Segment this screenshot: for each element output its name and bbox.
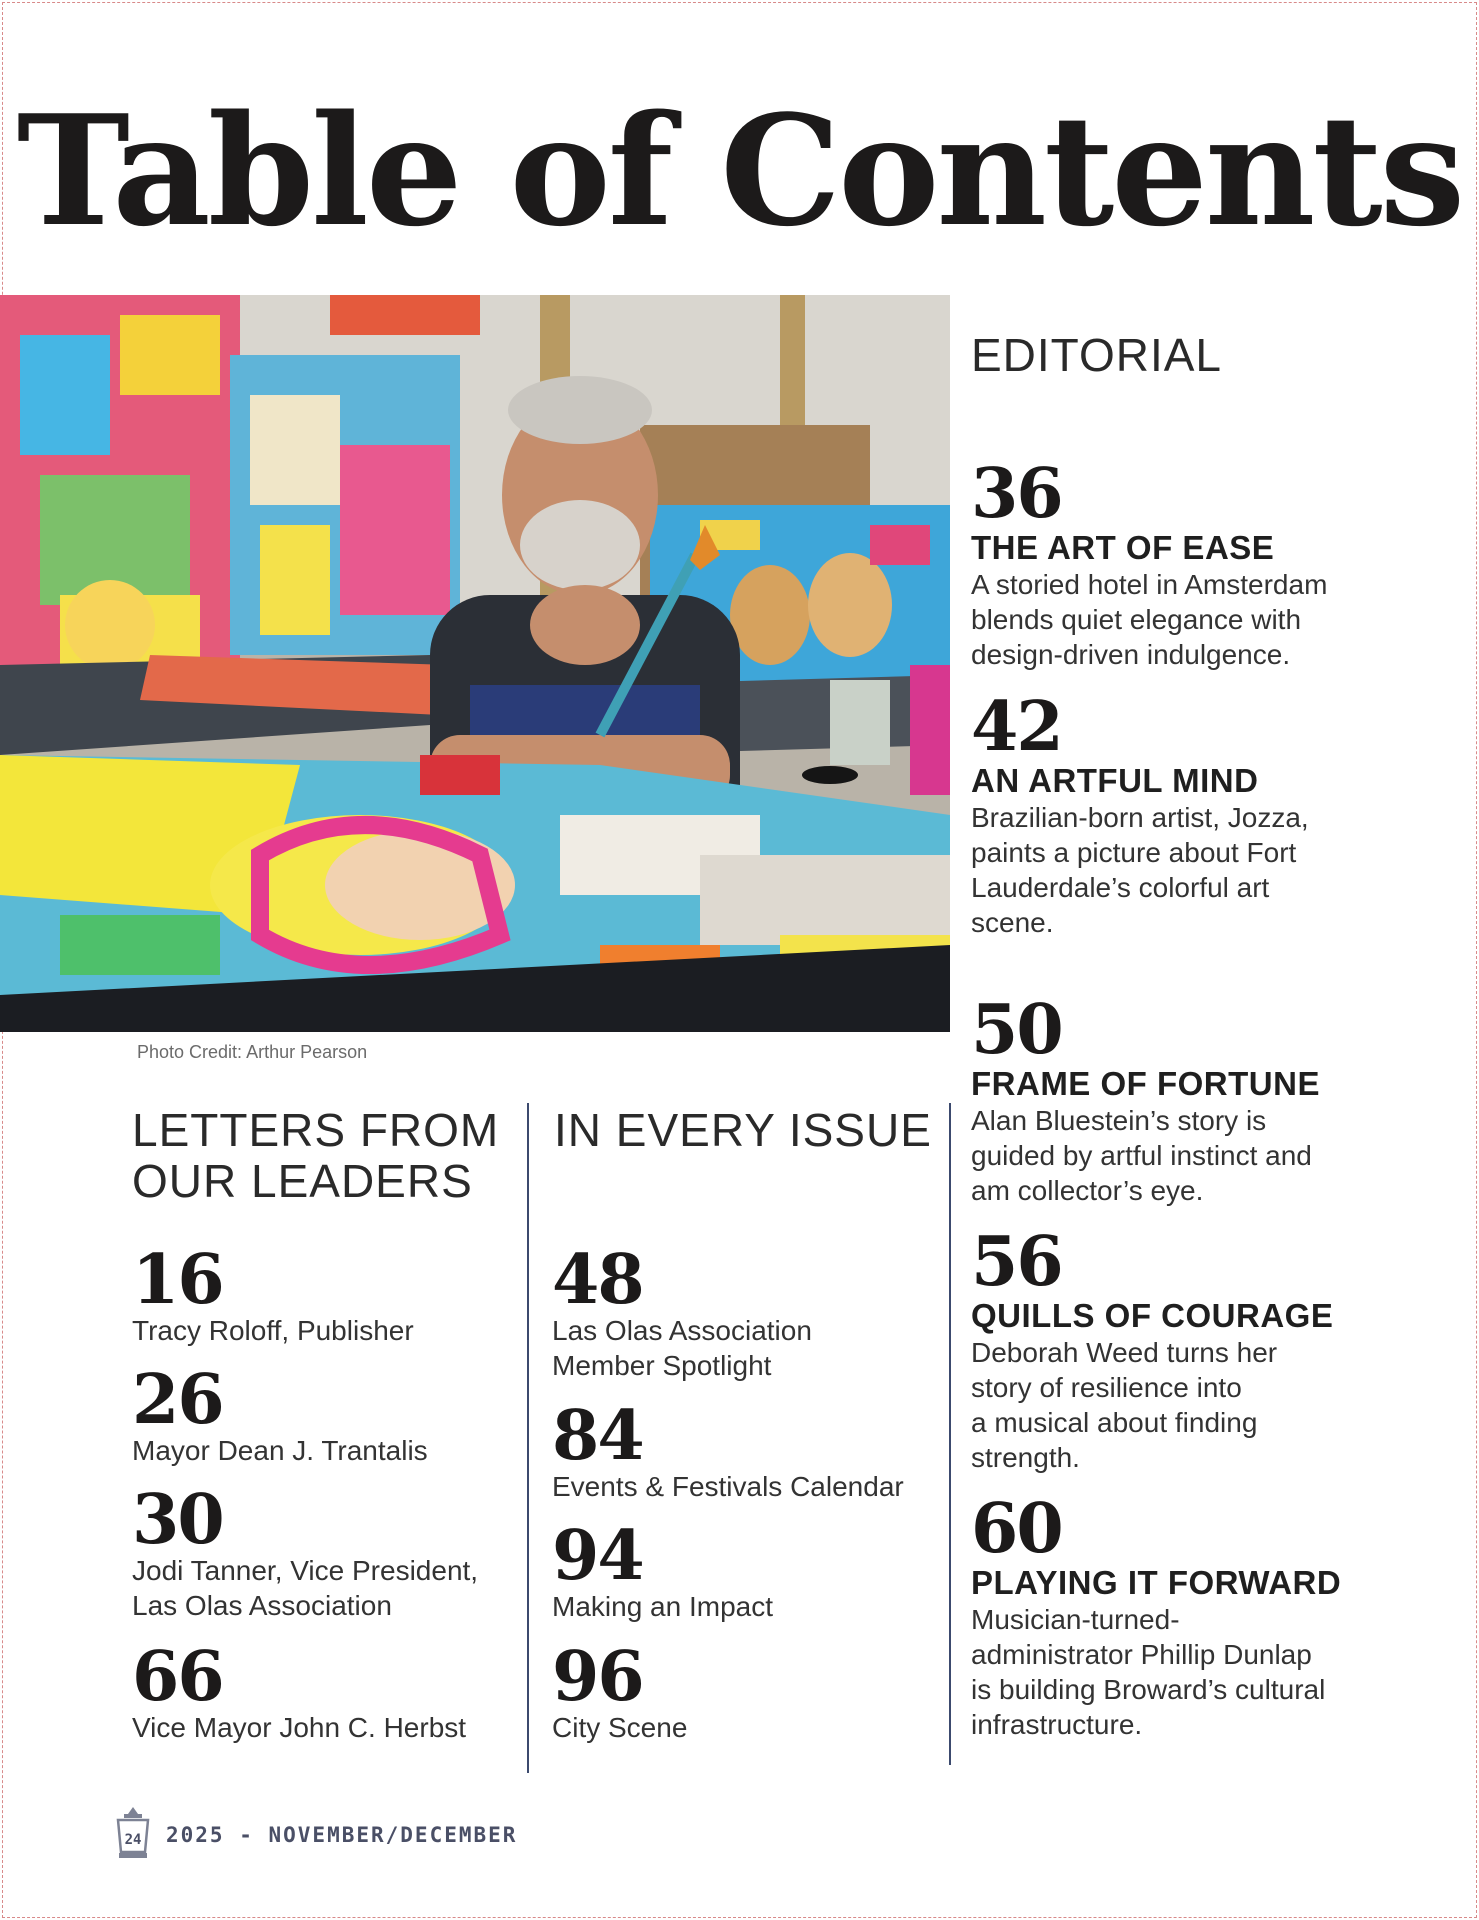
letters-entry [132,1240,532,1348]
letters-entry [132,1360,532,1468]
letter-description: Mayor Dean J. Trantalis [132,1434,428,1466]
editorial-entry [971,454,1451,672]
issue-item-description: Events & Festivals Calendar [552,1470,904,1502]
issue-item-description: Las Olas Association Member Spotlight [552,1314,812,1381]
article-title: THE ART OF EASE [971,528,1275,566]
page-number: 48 [552,1240,643,1320]
issue-date: 2025 - NOVEMBER/DECEMBER [166,1823,518,1847]
every-issue-entry [552,1240,942,1383]
page-number: 94 [552,1516,643,1596]
page-title: Table of Contents [16,81,1463,260]
article-title: PLAYING IT FORWARD [971,1563,1342,1601]
studio-photo-illustration [0,295,950,1032]
every-issue-entry [552,1396,942,1504]
page-number: 56 [971,1222,1062,1302]
lantern-logo-icon [114,1806,152,1860]
editorial-entry [971,687,1451,940]
page-number: 30 [132,1480,223,1560]
article-title: AN ARTFUL MIND [971,761,1259,799]
article-description: Brazilian-born artist, Jozza, paints a picture about Fort Lauderdale’s colorful art scene. [971,801,1309,938]
article-description: Deborah Weed turns her story of resilience into a musical about finding strength. [971,1336,1278,1473]
issue-item-description: Making an Impact [552,1590,773,1622]
issue-item-description: City Scene [552,1711,688,1743]
letter-description: Tracy Roloff, Publisher [132,1314,414,1346]
every-issue-entry [552,1516,942,1624]
cover-photo [0,295,950,1032]
page-number: 66 [132,1637,223,1717]
page-number: 84 [552,1396,643,1476]
page-number: 42 [971,687,1062,767]
article-title: QUILLS OF COURAGE [971,1296,1334,1334]
every-issue-heading: IN EVERY ISSUE [554,1104,932,1156]
every-issue-entry [552,1637,942,1745]
letters-entry [132,1480,532,1623]
page-number: 50 [971,990,1062,1070]
column-divider-right [949,1103,951,1765]
editorial-entry [971,990,1451,1208]
article-description: A storied hotel in Amsterdam blends quiet elegance with design-driven indulgence. [971,568,1328,670]
letters-entry [132,1637,532,1745]
editorial-heading: EDITORIAL [971,329,1222,381]
page-number: 96 [552,1637,643,1717]
article-title: FRAME OF FORTUNE [971,1064,1320,1102]
letter-description: Vice Mayor John C. Herbst [132,1711,467,1743]
page-number: 16 [132,1240,223,1320]
letters-heading: LETTERS FROM OUR LEADERS [132,1104,500,1207]
editorial-entry [971,1222,1451,1475]
page-number: 60 [971,1489,1062,1569]
page-number: 26 [132,1360,223,1440]
photo-credit: Photo Credit: Arthur Pearson [137,1042,368,1062]
editorial-entry [971,1489,1451,1742]
letter-description: Jodi Tanner, Vice President, Las Olas Association [132,1554,479,1621]
article-description: Musician-turned- administrator Phillip Dunlap is building Broward’s cultural infrastructure. [971,1603,1326,1740]
page-number: 36 [971,454,1062,534]
article-description: Alan Bluestein’s story is guided by artful instinct and am collector’s eye. [971,1104,1312,1206]
page-number-badge: 24 [124,1832,142,1848]
